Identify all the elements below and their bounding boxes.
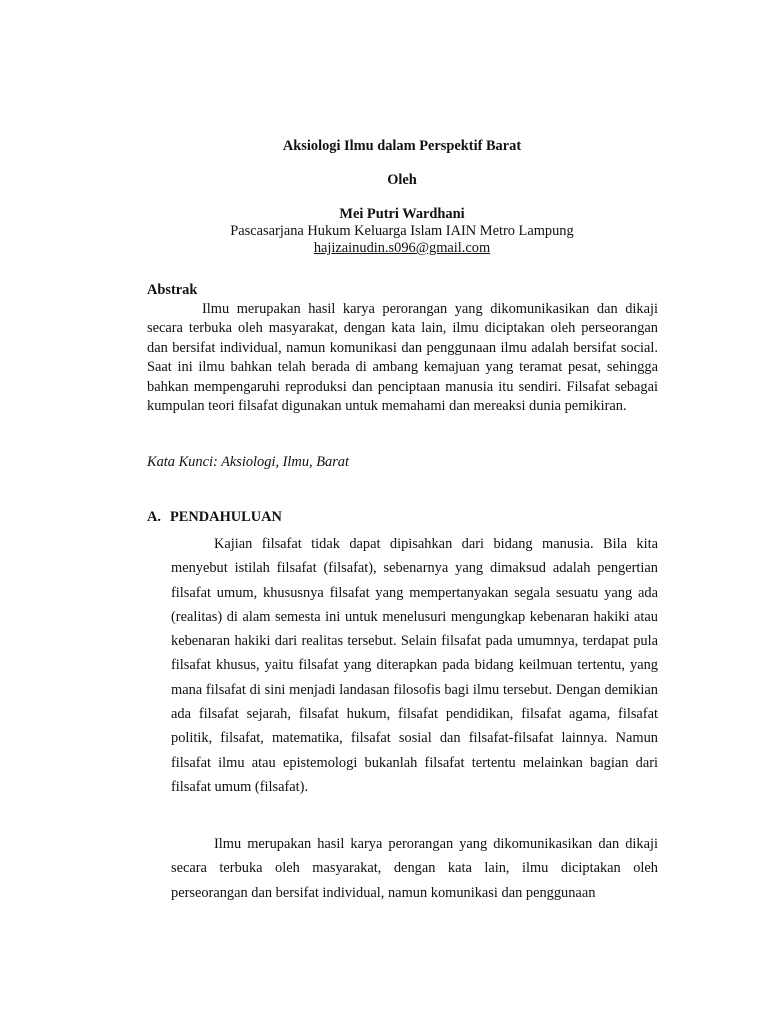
author-name: Mei Putri Wardhani <box>339 206 465 222</box>
section-title: PENDAHULUAN <box>170 509 282 525</box>
keywords-line: Kata Kunci: Aksiologi, Ilmu, Barat <box>147 454 349 470</box>
abstract-text: Ilmu merupakan hasil karya perorangan yang dikomunikasikan dan dikaji secara terbuka oleh masyarakat, dengan kata lain, ilmu diciptakan oleh perseorangan dan bersifat individual, namun komunikasi dan penggunaan ilmu adalah bersifat social. Saat ini ilmu bahkan telah berada di ambang kemajuan yang teramat pesat, sehingga bahkan mempengaruhi reproduksi dan penciptaan manusia itu sendiri. Filsafat sebagai kumpulan teori filsafat digunakan untuk memahami dan mereaksi dunia pemikiran. <box>147 301 658 415</box>
author-email-link[interactable]: hajizainudin.s096@gmail.com <box>313 240 491 256</box>
author-affiliation: Pascasarjana Hukum Keluarga Islam IAIN Metro Lampung <box>230 223 574 239</box>
body-paragraph: Ilmu merupakan hasil karya perorangan yang dikomunikasikan dan dikaji secara terbuka oleh masyarakat, dengan kata lain, ilmu diciptakan oleh perseorangan dan bersifat individual, namun komunikasi dan penggunaan <box>171 836 658 901</box>
abstract-heading: Abstrak <box>147 282 198 298</box>
by-label: Oleh <box>387 172 417 188</box>
body-paragraph: Kajian filsafat tidak dapat dipisahkan dari bidang manusia. Bila kita menyebut istilah filsafat (filsafat), sebenarnya yang dimaksud adalah pengertian filsafat umum, khususnya filsafat yang mempertanyakan segala sesuatu yang ada (realitas) di alam semesta ini untuk menelusuri mengungkap kebenaran hakiki atau kebenaran hakiki dari realitas tersebut. Selain filsafat pada umumnya, terdapat pula filsafat khusus, yaitu filsafat yang diterapkan pada bidang keilmuan tertentu, yang mana filsafat di sini menjadi landasan filosofis bagi ilmu tersebut. Dengan demikian ada filsafat sejarah, filsafat hukum, filsafat pendidikan, filsafat agama, filsafat politik, filsafat, matematika, filsafat sosial dan filsafat-filsafat lainnya. Namun filsafat ilmu atau epistemologi bukanlah filsafat tertentu melainkan bagian dari filsafat umum (filsafat). <box>171 536 658 795</box>
paper-title: Aksiologi Ilmu dalam Perspektif Barat <box>282 138 522 154</box>
section-heading <box>147 508 282 526</box>
section-number: A. <box>147 509 161 525</box>
